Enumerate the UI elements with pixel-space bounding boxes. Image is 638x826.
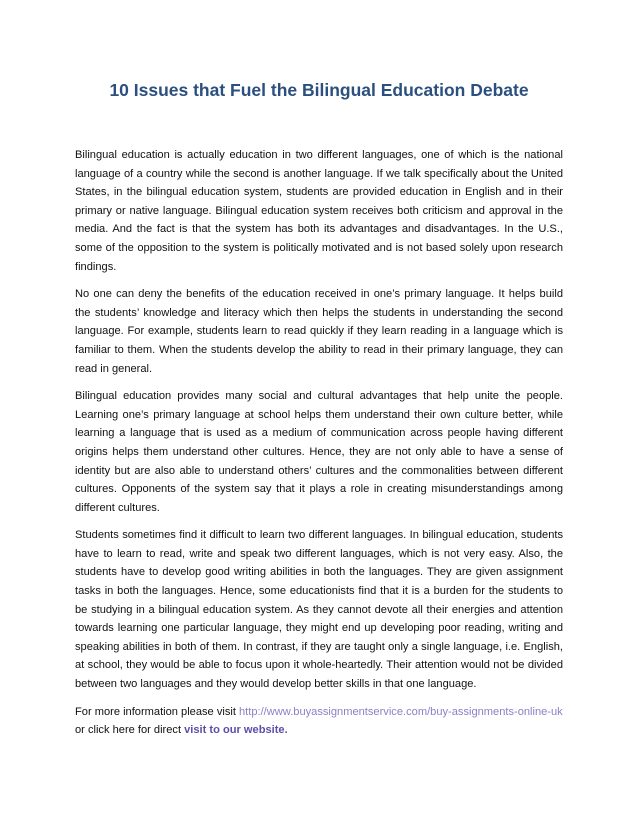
- visit-website-link[interactable]: visit to our website.: [184, 724, 288, 737]
- paragraph-1: Bilingual education is actually education in two different languages, one of which is the national language of a country while the second is another language. If we talk specifically about the United States, in the bilingual education system, students are provided education in English and in their primary or native language. Bilingual education system receives both criticism and approval in the media. And the fact is that the system has both its advantages and disadvantages. In the U.S., some of the opposition to the system is politically motivated and is not based solely upon research findings.: [75, 149, 563, 273]
- website-url-link[interactable]: http://www.buyassignmentservice.com/buy-assignments-online-uk: [239, 705, 563, 718]
- paragraph-3: Bilingual education provides many social and cultural advantages that help unite the people. Learning one’s primary language at school helps them understand their own culture better, while learning a language that is used as a medium of communication across people having different origins helps them understand other cultures. Hence, they are not only able to have a sense of identity but are also able to understand others’ cultures and the commonalities between different cultures. Opponents of the system say that it plays a role in creating misunderstandings among different cultures.: [75, 390, 563, 514]
- footer-paragraph: [75, 703, 563, 740]
- footer-middle-text: or click here for direct: [75, 724, 185, 737]
- paragraph-4: Students sometimes find it difficult to learn two different languages. In bilingual education, students have to learn to read, write and speak two different languages, which is not very easy. Also, the students have to develop good writing abilities in both the languages. They are given assignment tasks in both the languages. Hence, some educationists find that it is a burden for the students to be studying in a bilingual education system. As they cannot devote all their energies and attention towards learning one particular language, they might end up developing poor reading, writing and speaking abilities in both of them. In contrast, if they are taught only a single language, i.e. English, at school, they would be able to focus upon it whole-heartedly. Their attention would not be divided between two languages and they would develop better skills in that one language.: [75, 529, 563, 691]
- document-title: 10 Issues that Fuel the Bilingual Education Debate: [109, 80, 529, 100]
- paragraph-2: No one can deny the benefits of the education received in one’s primary language. It helps build the students’ knowledge and literacy which then helps the students in understanding the second language. For example, students learn to read quickly if they learn reading in a language which is familiar to them. When the students develop the ability to read in their primary language, they can read in general.: [75, 288, 563, 375]
- document-body: [75, 146, 563, 749]
- footer-prefix-text: For more information please visit: [75, 705, 240, 718]
